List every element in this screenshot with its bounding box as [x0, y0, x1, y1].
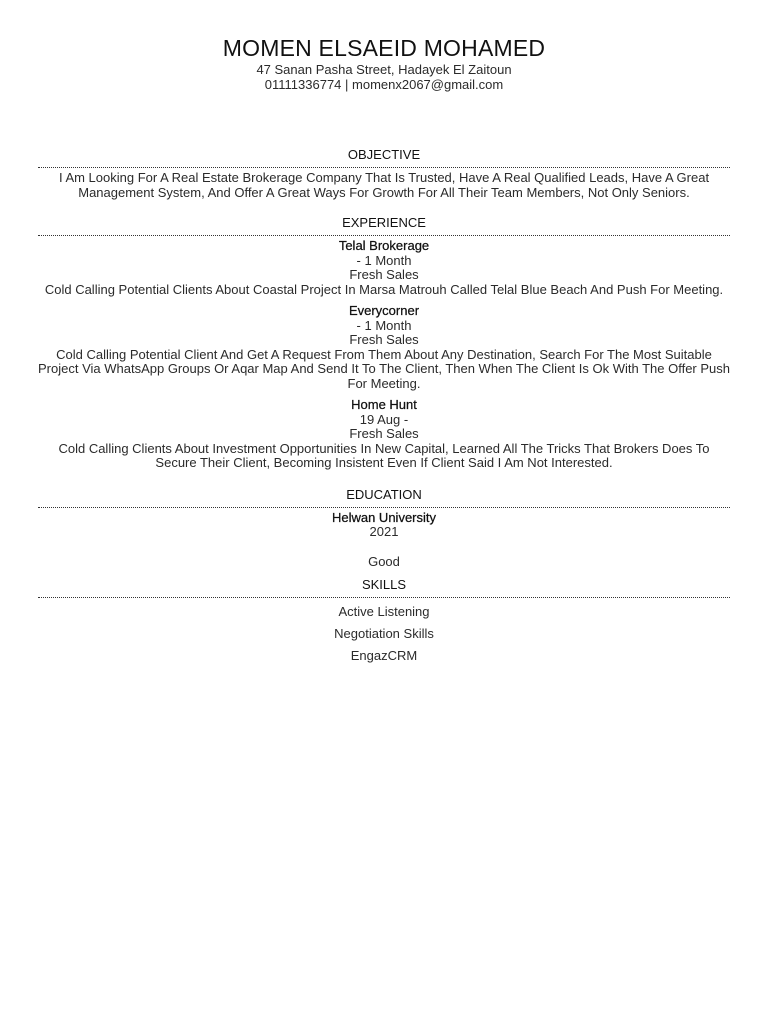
experience-entry: [38, 239, 730, 297]
education-section: [38, 487, 730, 570]
job-duration: - 1 Month: [356, 252, 412, 268]
candidate-name: MOMEN ELSAEID MOHAMED: [222, 35, 546, 61]
experience-entry: [38, 398, 730, 471]
company-name: Telal Brokerage: [338, 238, 430, 253]
job-role: Fresh Sales: [349, 426, 419, 441]
skills-section: [38, 577, 730, 667]
job-duration: - 1 Month: [356, 317, 412, 333]
experience-section: [38, 215, 730, 471]
grade: Good: [368, 553, 400, 569]
section-title-objective: OBJECTIVE: [38, 147, 730, 168]
job-role: Fresh Sales: [349, 332, 419, 347]
job-role: Fresh Sales: [349, 267, 419, 282]
contact-line: 01111336774 | momenx2067@gmail.com: [264, 77, 504, 92]
job-description: Cold Calling Potential Client And Get A Request From Them About Any Destination, Search For The Most Suitable Project Via WhatsApp Groups Or Aqar Map And Send It To The Client, Then When The Client Is Ok With The Offer Push For Meeting.: [38, 346, 730, 391]
section-title-skills: SKILLS: [38, 577, 730, 598]
skill-item: Active Listening: [338, 604, 430, 619]
experience-entry: [38, 304, 730, 391]
skills-list: [38, 598, 730, 667]
education-entry: [38, 508, 730, 570]
section-title-education: EDUCATION: [38, 487, 730, 508]
company-name: Home Hunt: [351, 397, 417, 412]
objective-section: [38, 147, 730, 200]
graduation-year: 2021: [369, 524, 399, 539]
company-name: Everycorner: [348, 303, 420, 318]
skill-item: EngazCRM: [350, 648, 418, 663]
spacer: [38, 540, 730, 555]
skill-item: Negotiation Skills: [334, 626, 434, 641]
job-description: Cold Calling Clients About Investment Opportunities In New Capital, Learned All The Tricks That Brokers Does To Secure Their Client, Becoming Insistent Even If Client Said I Am Not Interested.: [58, 440, 710, 470]
address-line: 47 Sanan Pasha Street, Hadayek El Zaitoun: [256, 62, 512, 77]
objective-text: I Am Looking For A Real Estate Brokerage Company That Is Trusted, Have A Real Qualified Leads, Have A Great Management System, And Offer A Great Ways For Growth For All Their Team Members, Not Only Seniors.: [58, 170, 710, 200]
school-name: Helwan University: [331, 509, 437, 525]
experience-list: [38, 236, 730, 471]
job-description: Cold Calling Potential Clients About Coastal Project In Marsa Matrouh Called Telal Blue Beach And Push For Meeting.: [44, 281, 724, 297]
section-title-experience: EXPERIENCE: [38, 215, 730, 236]
job-duration: 19 Aug -: [359, 411, 409, 427]
